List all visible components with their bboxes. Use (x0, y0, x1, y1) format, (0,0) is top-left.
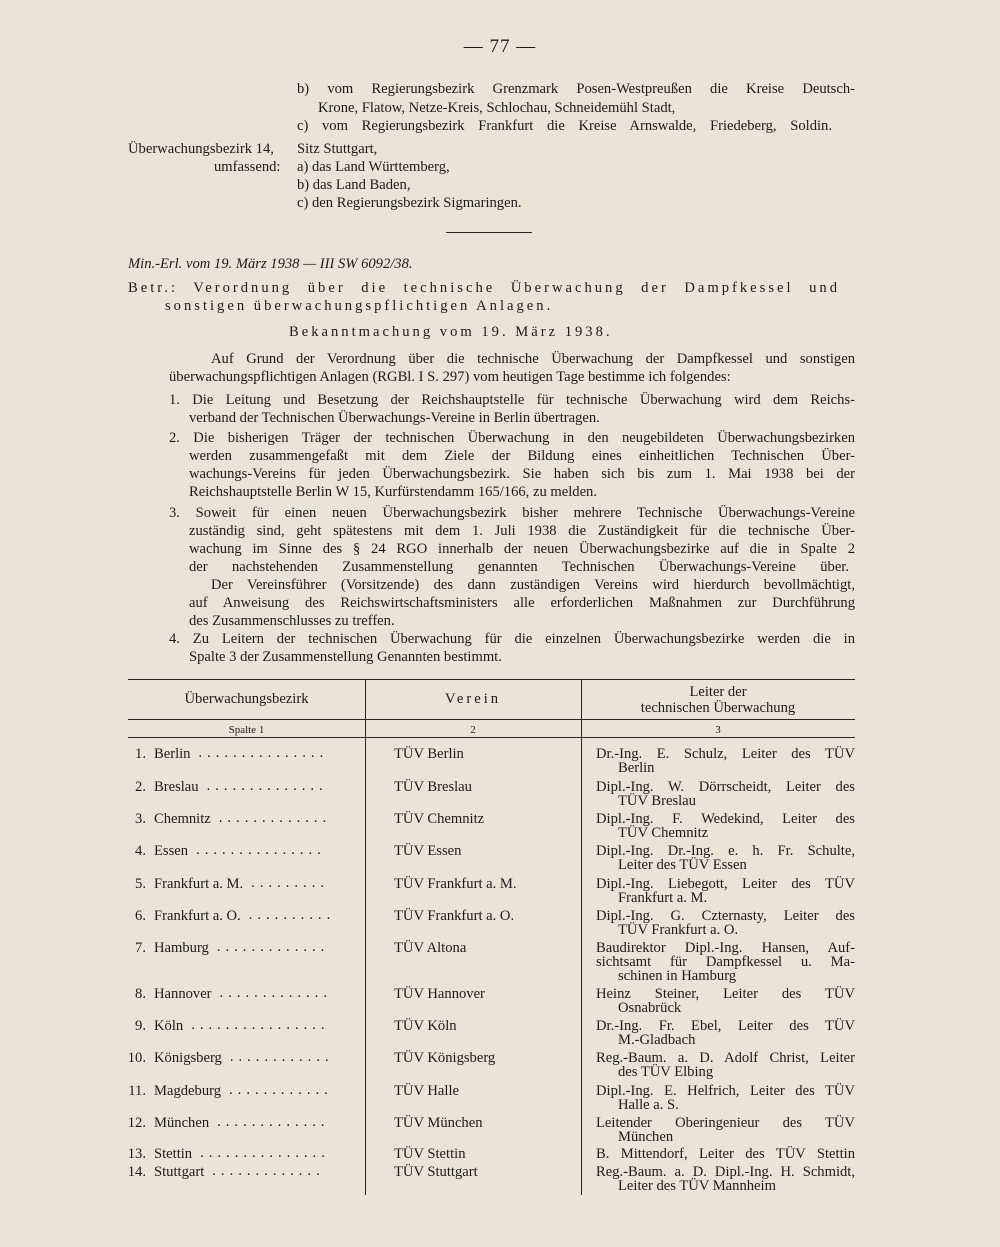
row-number: 5. (135, 876, 146, 892)
para-2-line-3: wachungs-Vereins für jeden Überwachungsbezirk. Sie haben sich bis zum 1. Mai 1938 bei der (189, 466, 855, 482)
row-verein: TÜV Breslau (394, 779, 472, 795)
row-district: Stuttgart (154, 1164, 205, 1180)
para-3-line-2: zuständig sind, geht spätestens mit dem 1. Juli 1938 die Zuständigkeit für die technische Über- (189, 523, 855, 539)
row-number: 3. (135, 811, 146, 827)
row-leiter-line: Baudirektor Dipl.-Ing. Hansen, Auf- (596, 940, 855, 956)
dot-leader: ......... (251, 875, 330, 891)
row-leiter-line: Dipl.-Ing. E. Helfrich, Leiter des TÜV (596, 1083, 855, 1099)
row-district: Magdeburg (154, 1083, 222, 1099)
district-14-item-b: b) das Land Baden, (297, 177, 411, 193)
subheader-spalte-3: 3 (715, 724, 721, 736)
announcement-title: Bekanntmachung vom 19. März 1938. (289, 324, 613, 340)
dot-leader: ............. (219, 985, 332, 1001)
row-district: Frankfurt a. M. (154, 876, 244, 892)
row-verein: TÜV Stettin (394, 1146, 466, 1162)
row-verein: TÜV Chemnitz (394, 811, 485, 827)
row-verein: TÜV Frankfurt a. M. (394, 876, 517, 892)
row-leiter-line: Leiter des TÜV Essen (618, 857, 747, 873)
row-number: 2. (135, 779, 146, 795)
row-leiter-line: TÜV Breslau (618, 793, 696, 809)
row-leiter-line: Heinz Steiner, Leiter des TÜV (596, 986, 855, 1002)
row-number: 11. (128, 1083, 146, 1099)
para-2-line-2: werden zusammengefaßt mit dem Ziele der Bildung eines einheitlichen Technischen Über- (189, 448, 855, 464)
table-column-divider-1 (365, 679, 366, 1195)
row-leiter-line: Halle a. S. (618, 1097, 679, 1113)
para-3-line-4: der nachstehenden Zusammenstellung genannten Technischen Überwachungs-Vereine über. (189, 559, 849, 575)
row-leiter-line: sichtsamt für Dampfkessel u. Ma- (596, 954, 855, 970)
dot-leader: ............. (216, 939, 330, 955)
row-verein: TÜV Köln (394, 1018, 457, 1034)
row-leiter-line: TÜV Frankfurt a. O. (618, 922, 739, 938)
region-c-line: c) vom Regierungsbezirk Frankfurt die Kreise Arnswalde, Friedeberg, Soldin. (297, 118, 832, 134)
row-leiter-line: des TÜV Elbing (618, 1064, 714, 1080)
row-verein: TÜV Halle (394, 1083, 459, 1099)
row-leiter-line: Dipl.-Ing. G. Czternasty, Leiter des (596, 908, 855, 924)
row-district: Hannover (154, 986, 212, 1002)
row-leiter-line: München (618, 1129, 674, 1145)
para-3b-line-2: auf Anweisung des Reichswirtschaftsministers alle erforderlichen Maßnahmen zur Durchführung (189, 595, 855, 611)
subheader-spalte-1: Spalte 1 (228, 724, 265, 736)
row-number: 4. (135, 843, 146, 859)
umfassend-label: umfassend: (214, 159, 281, 175)
row-number: 7. (135, 940, 146, 956)
page-number: — 77 — (463, 36, 537, 57)
row-leiter-line: Dipl.-Ing. Liebegott, Leiter des TÜV (596, 876, 855, 892)
subheader-spalte-2: 2 (470, 724, 476, 736)
table-header-rule (128, 719, 855, 720)
row-number: 1. (135, 746, 146, 762)
row-number: 9. (135, 1018, 146, 1034)
row-leiter-line: Leitender Oberingenieur des TÜV (596, 1115, 855, 1131)
row-district: München (154, 1115, 210, 1131)
dot-leader: ............. (218, 810, 332, 826)
row-leiter-line: Dipl.-Ing. F. Wedekind, Leiter des (596, 811, 855, 827)
dot-leader: ............ (229, 1082, 333, 1098)
dot-leader: ............. (212, 1163, 325, 1179)
row-number: 10. (127, 1050, 146, 1066)
table-top-rule (128, 679, 855, 680)
row-number: 14. (127, 1164, 146, 1180)
district-14-item-c: c) den Regierungsbezirk Sigmaringen. (297, 195, 522, 211)
district-14-label: Überwachungsbezirk 14, (128, 141, 274, 157)
row-leiter-line: Dipl.-Ing. Dr.-Ing. e. h. Fr. Schulte, (596, 843, 855, 859)
row-number: 6. (135, 908, 146, 924)
region-b-line-2: Krone, Flatow, Netze-Kreis, Schlochau, Schneidemühl Stadt, (318, 100, 676, 116)
dot-leader: ............ (229, 1049, 334, 1065)
row-verein: TÜV Berlin (394, 746, 464, 762)
para-3-line-3: wachung im Sinne des § 24 RGO innerhalb der neuen Überwachungsbezirke auf die in Spalte 2 (189, 541, 855, 557)
row-leiter-line: Dr.-Ing. Fr. Ebel, Leiter des TÜV (596, 1018, 855, 1034)
district-14-item-a: a) das Land Württemberg, (297, 159, 450, 175)
row-district: Berlin (154, 746, 191, 762)
column-header-district: Überwachungsbezirk (184, 691, 309, 707)
dot-leader: ............... (198, 745, 329, 761)
dot-leader: ................ (191, 1017, 330, 1033)
para-3b-line-3: des Zusammenschlusses zu treffen. (189, 613, 395, 629)
row-district: Königsberg (154, 1050, 222, 1066)
row-verein: TÜV München (394, 1115, 483, 1131)
row-leiter-line: Dr.-Ing. E. Schulz, Leiter des TÜV (596, 746, 855, 762)
decree-subject-line-2: sonstigen überwachungspflichtigen Anlagen. (165, 298, 554, 314)
row-leiter-line: Frankfurt a. M. (618, 890, 708, 906)
para-2-line-4: Reichshauptstelle Berlin W 15, Kurfürstendamm 165/166, zu melden. (189, 484, 598, 500)
row-verein: TÜV Hannover (394, 986, 485, 1002)
region-b-line-1: b) vom Regierungsbezirk Grenzmark Posen-Westpreußen die Kreise Deutsch- (297, 81, 855, 97)
dot-leader: ............. (217, 1114, 330, 1130)
row-district: Köln (154, 1018, 184, 1034)
dot-leader: .............. (206, 778, 328, 794)
row-leiter-line: Berlin (618, 760, 655, 776)
column-header-verein: Verein (444, 691, 502, 707)
district-14-seat: Sitz Stuttgart, (297, 141, 378, 157)
row-leiter-line: schinen in Hamburg (618, 968, 737, 984)
row-leiter-line: Osnabrück (618, 1000, 682, 1016)
row-district: Essen (154, 843, 189, 859)
row-verein: TÜV Frankfurt a. O. (394, 908, 515, 924)
row-leiter-line: TÜV Chemnitz (618, 825, 709, 841)
row-leiter-line: B. Mittendorf, Leiter des TÜV Stettin (596, 1146, 855, 1162)
row-leiter-line: M.-Gladbach (618, 1032, 696, 1048)
dot-leader: .......... (248, 907, 336, 923)
intro-line-2: überwachungspflichtigen Anlagen (RGBl. I S. 297) vom heutigen Tage bestimme ich folgendes: (169, 369, 731, 385)
decree-header: Min.-Erl. vom 19. März 1938 — III SW 6092/38. (128, 256, 413, 272)
para-3-line-1: 3. Soweit für einen neuen Überwachungsbezirk bisher mehrere Technische Überwachungs-Vereine (169, 505, 855, 521)
row-number: 13. (127, 1146, 146, 1162)
row-leiter-line: Leiter des TÜV Mannheim (618, 1178, 776, 1194)
row-district: Frankfurt a. O. (154, 908, 241, 924)
row-number: 8. (135, 986, 146, 1002)
row-verein: TÜV Königsberg (394, 1050, 496, 1066)
row-verein: TÜV Altona (394, 940, 467, 956)
table-column-divider-2 (581, 679, 582, 1195)
row-leiter-line: Reg.-Baum. a. D. Adolf Christ, Leiter (596, 1050, 855, 1066)
row-verein: TÜV Essen (394, 843, 462, 859)
para-1-line-1: 1. Die Leitung und Besetzung der Reichshauptstelle für technische Überwachung wird dem Reichs- (169, 392, 855, 408)
row-verein: TÜV Stuttgart (394, 1164, 478, 1180)
row-district: Chemnitz (154, 811, 211, 827)
para-1-line-2: verband der Technischen Überwachungs-Vereine in Berlin übertragen. (189, 410, 600, 426)
para-4-line-1: 4. Zu Leitern der technischen Überwachung für die einzelnen Überwachungsbezirke werden die in (169, 631, 855, 647)
row-leiter-line: Reg.-Baum. a. D. Dipl.-Ing. H. Schmidt, (596, 1164, 855, 1180)
row-number: 12. (127, 1115, 146, 1131)
row-district: Breslau (154, 779, 199, 795)
para-3b-line-1: Der Vereinsführer (Vorsitzende) des dann zuständigen Vereins wird hierdurch bevollmächtigt, (211, 577, 855, 593)
intro-line-1: Auf Grund der Verordnung über die technische Überwachung der Dampfkessel und sonstigen (211, 351, 855, 367)
dot-leader: ............... (196, 842, 326, 858)
column-header-leiter-line-1: Leiter der (689, 684, 747, 700)
column-header-leiter-line-2: technischen Überwachung (640, 700, 796, 716)
row-district: Stettin (154, 1146, 193, 1162)
decree-subject-line-1: Betr.: Verordnung über die technische Überwachung der Dampfkessel und (128, 280, 840, 296)
para-2-line-1: 2. Die bisherigen Träger der technischen Überwachung in den neugebildeten Überwachungsbezirken (169, 430, 855, 446)
para-4-line-2: Spalte 3 der Zusammenstellung Genannten bestimmt. (189, 649, 502, 665)
section-divider (446, 232, 532, 233)
row-leiter-line: Dipl.-Ing. W. Dörrscheidt, Leiter des (596, 779, 855, 795)
dot-leader: ............... (200, 1145, 330, 1161)
row-district: Hamburg (154, 940, 209, 956)
